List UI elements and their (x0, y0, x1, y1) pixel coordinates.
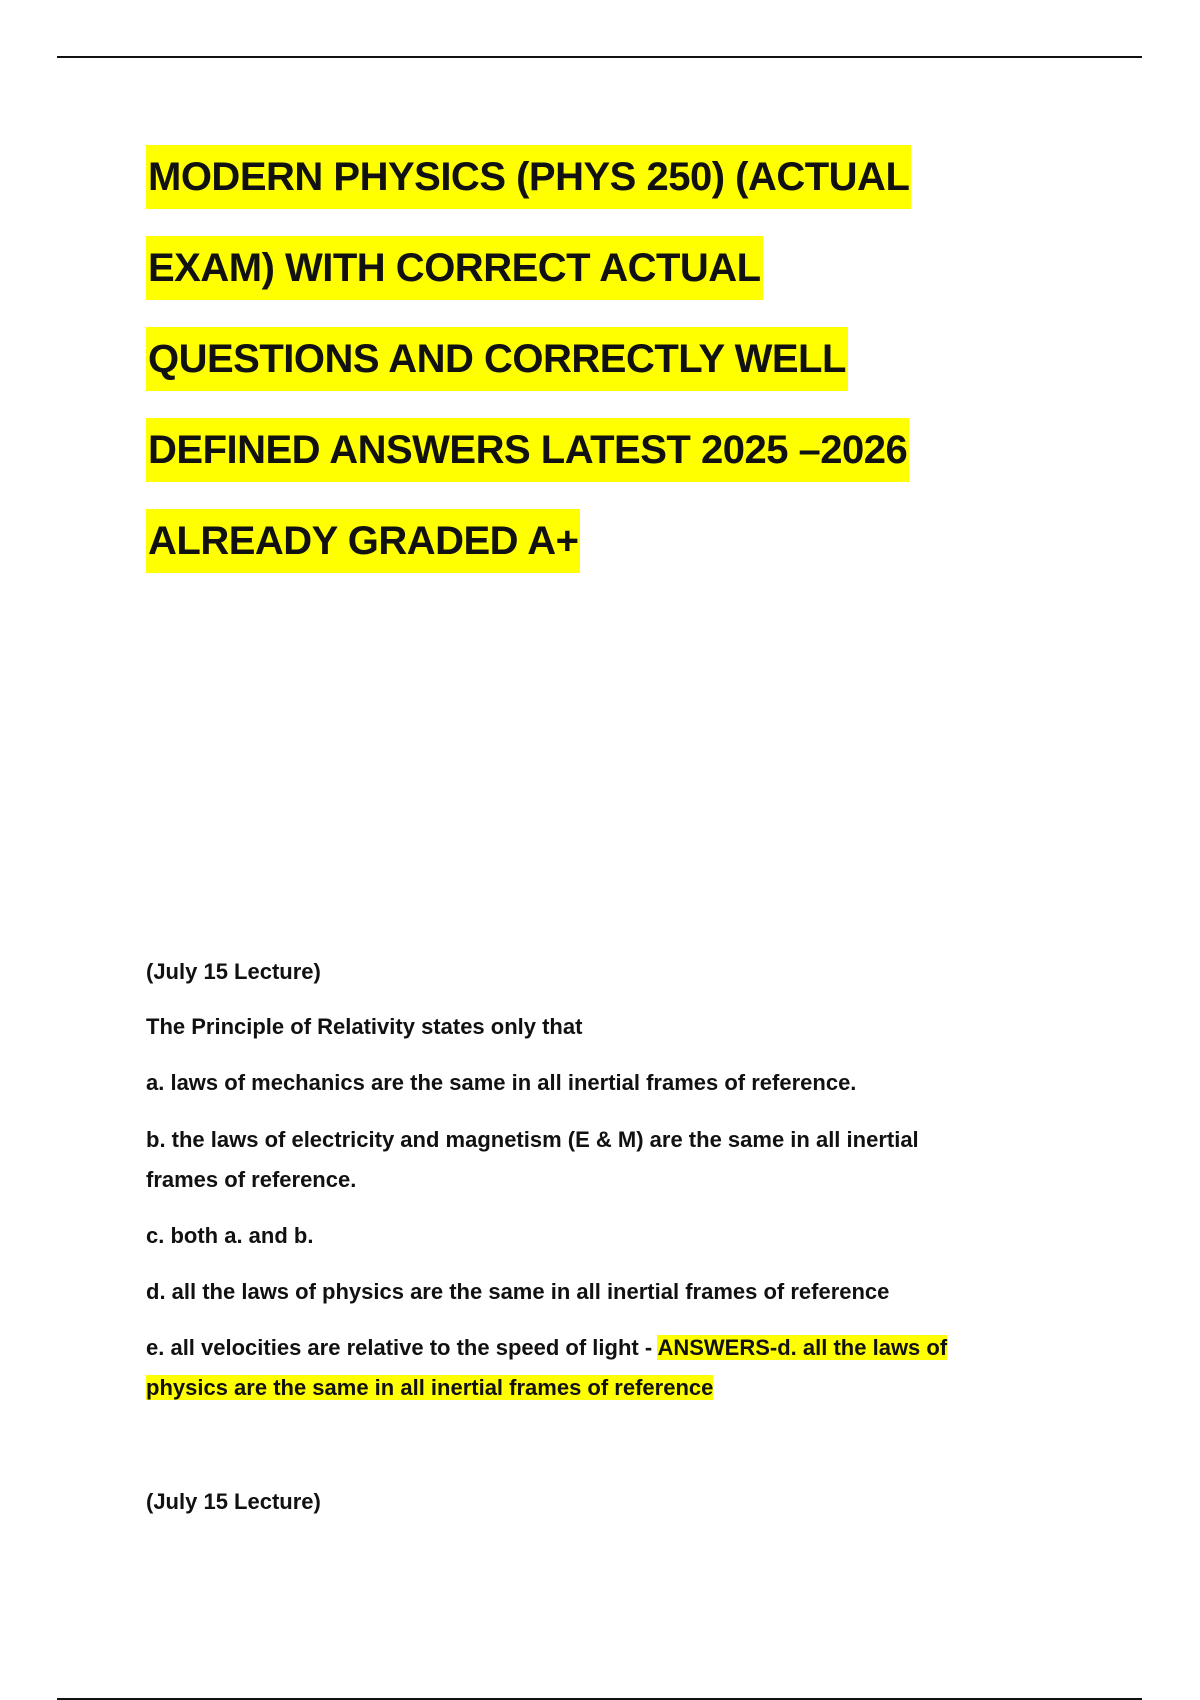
option-e-text: e. all velocities are relative to the speed of light - (146, 1335, 658, 1360)
title-text: ALREADY GRADED A+ (146, 509, 580, 573)
title-line (146, 145, 1046, 236)
question-prompt: The Principle of Relativity states only that (146, 1014, 583, 1039)
option-d: d. all the laws of physics are the same in all inertial frames of reference (146, 1279, 890, 1304)
lecture-tag: (July 15 Lecture) (146, 959, 321, 984)
title-line (146, 509, 1046, 600)
document-title (146, 145, 1046, 600)
answer-highlight-line2: physics are the same in all inertial frames of reference (146, 1375, 714, 1400)
title-text: QUESTIONS AND CORRECTLY WELL (146, 327, 848, 391)
title-text: EXAM) WITH CORRECT ACTUAL (146, 236, 763, 300)
option-c: c. both a. and b. (146, 1223, 314, 1248)
title-text: MODERN PHYSICS (PHYS 250) (ACTUAL (146, 145, 911, 209)
title-line (146, 418, 1046, 509)
title-line (146, 236, 1046, 327)
option-b-line1: b. the laws of electricity and magnetism (E & M) are the same in all inertial (146, 1127, 919, 1152)
option-a: a. laws of mechanics are the same in all inertial frames of reference. (146, 1070, 857, 1095)
option-b (146, 1120, 1046, 1200)
title-text: DEFINED ANSWERS LATEST 2025 –2026 (146, 418, 909, 482)
option-b-line2: frames of reference. (146, 1167, 357, 1192)
lecture-tag-2: (July 15 Lecture) (146, 1489, 321, 1514)
option-e (146, 1328, 1046, 1408)
title-line (146, 327, 1046, 418)
top-rule (57, 56, 1142, 58)
answer-highlight-line1: ANSWERS-d. all the laws of (657, 1335, 948, 1360)
